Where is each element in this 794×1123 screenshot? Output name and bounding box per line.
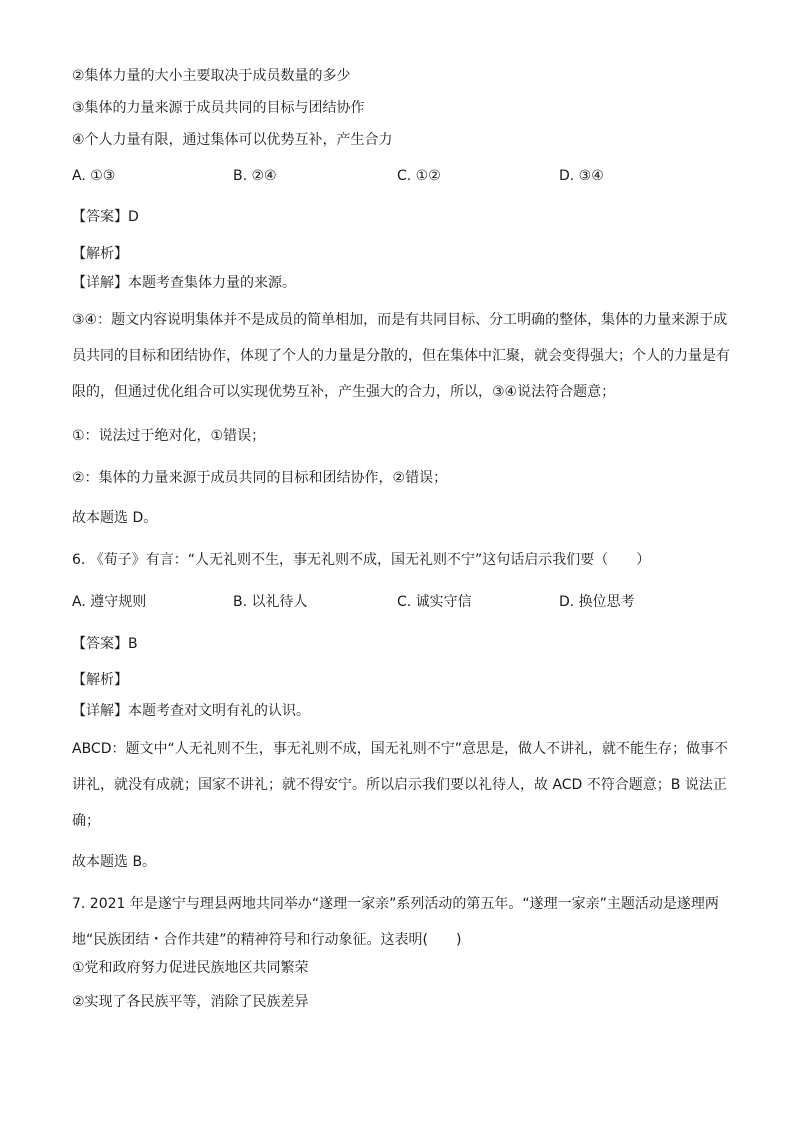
q6-answer xyxy=(72,634,732,654)
detail-label: 【详解】 xyxy=(72,703,128,719)
q5-option-d: D. ③④ xyxy=(559,168,604,184)
answer-value: B xyxy=(128,636,138,652)
answer-value: D xyxy=(128,209,139,225)
q5-option-a: A. ①③ xyxy=(72,168,116,184)
detail-label: 【详解】 xyxy=(72,275,128,291)
q5-explanation-2: ①：说法过于绝对化，①错误； xyxy=(72,428,266,444)
q5-option-b: B. ②④ xyxy=(233,168,277,184)
q7-statement-2: ②实现了各民族平等，消除了民族差异 xyxy=(72,994,309,1010)
detail-text: 本题考查对文明有礼的认识。 xyxy=(128,703,310,719)
q7-statement-1: ①党和政府努力促进民族地区共同繁荣 xyxy=(72,960,309,976)
q6-option-d: D. 换位思考 xyxy=(559,594,635,610)
detail-text: 本题考查集体力量的来源。 xyxy=(128,275,296,291)
q5-analysis-label: 【解析】 xyxy=(72,246,128,262)
answer-label: 【答案】 xyxy=(72,636,128,652)
q6-option-b: B. 以礼待人 xyxy=(233,594,308,610)
q6-question: 6. 《荀子》有言：“人无礼则不生，事无礼则不成，国无礼则不宁”这句话启示我们要（ ） xyxy=(72,552,651,568)
q6-option-a: A. 遵守规则 xyxy=(72,594,147,610)
q5-statement-4: ④个人力量有限，通过集体可以优势互补，产生合力 xyxy=(72,132,393,148)
q5-conclusion: 故本题选 D。 xyxy=(72,510,158,526)
q6-option-c: C. 诚实守信 xyxy=(397,594,472,610)
q6-detail xyxy=(72,701,732,721)
q7-question: 7. 2021 年是遂宁与理县两地共同举办“遂理一家亲”系列活动的第五年。“遂理一家亲”主题活动是遂理两地“民族团结・合作共建”的精神符号和行动象征。这表明( ) xyxy=(72,896,719,948)
q5-option-c: C. ①② xyxy=(397,168,441,184)
q5-explanation-3: ②：集体的力量来源于成员共同的目标和团结协作，②错误； xyxy=(72,470,448,486)
answer-label: 【答案】 xyxy=(72,209,128,225)
q5-explanation-1: ③④：题文内容说明集体并不是成员的简单相加，而是有共同目标、分工明确的整体，集体的力量来源于成员共同的目标和团结协作，体现了个人的力量是分散的，但在集体中汇聚，就会变得强大；个人的力量是有限的，但通过优化组合可以实现优势互补，产生强大的合力，所以，③④说法符合题意； xyxy=(72,312,730,400)
q5-statement-2: ②集体力量的大小主要取决于成员数量的多少 xyxy=(72,68,351,84)
q6-conclusion: 故本题选 B。 xyxy=(72,854,157,870)
q6-explanation: ABCD：题文中“人无礼则不生，事无礼则不成，国无礼则不宁”意思是，做人不讲礼，就不能生存；做事不讲礼，就没有成就；国家不讲礼；就不得安宁。所以启示我们要以礼待人，故 ACD 不符合题意；B 说法正确； xyxy=(72,741,728,829)
q5-statement-3: ③集体的力量来源于成员共同的目标与团结协作 xyxy=(72,100,365,116)
q5-detail xyxy=(72,273,732,293)
q6-analysis-label: 【解析】 xyxy=(72,672,128,688)
q5-answer xyxy=(72,207,732,227)
